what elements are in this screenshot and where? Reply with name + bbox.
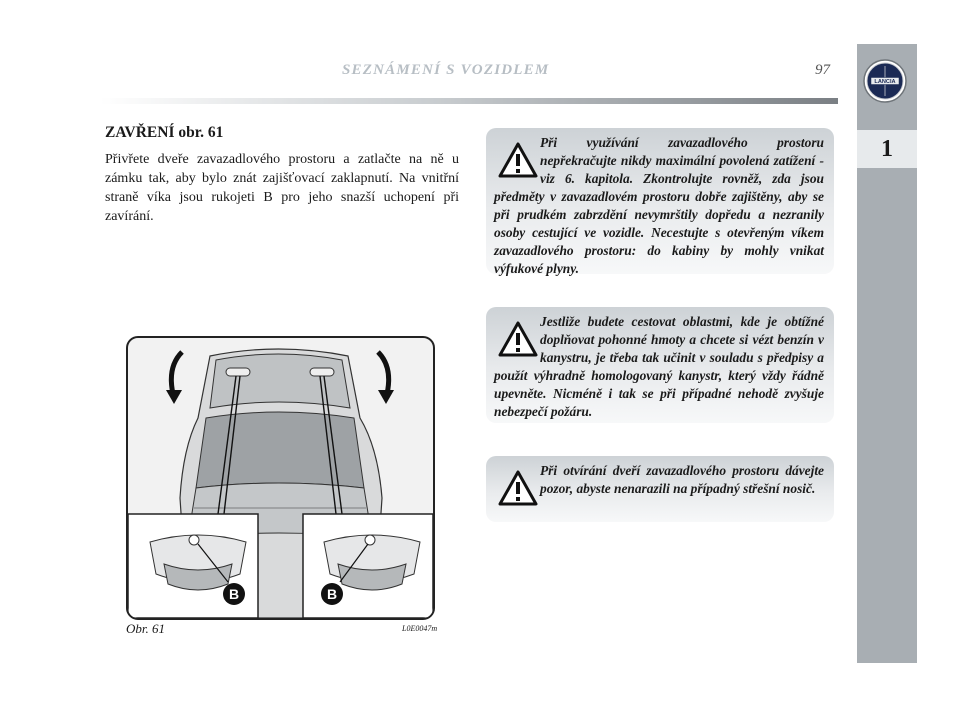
logo-text: LANCIA: [874, 79, 896, 85]
figure-caption: Obr. 61: [126, 621, 166, 636]
warning-box: [486, 128, 834, 274]
running-header: SEZNÁMENÍ S VOZIDLEM: [342, 62, 550, 78]
figure-code: L0E0047m: [402, 624, 438, 633]
warning-box: [486, 456, 834, 522]
callout-b-left: B: [228, 586, 240, 602]
page-number: 97: [815, 62, 830, 78]
chapter-number: 1: [857, 130, 917, 168]
warning-text: Při otvírání dveří zavazadlového prostoru dávejte pozor, abyste nenarazili na případný střešní nosič.: [540, 463, 824, 496]
warning-text: Jestliže budete cestovat oblastmi, kde je obtížné doplňovat pohonné hmoty a chcete si vézt benzín v kanystru, je třeba tak učinit v souladu s předpisy a použít výhradně homologovaný kanystr, který vždy řádně upevněte. Nicméně i tak se při případné nehodě zvyšuje nebezpečí požáru.: [494, 314, 824, 419]
callout-b-right: B: [326, 586, 338, 602]
figure-61: [126, 336, 435, 620]
warning-text: Při využívání zavazadlového prostoru nepřekračujte nikdy maximální povolená zatížení - viz 6. kapitola. Zkontrolujte rovněž, zda jsou předměty v zavazadlovém prostoru dobře zajištěny, aby se při prudkém zabrzdění nevymrštily dopředu a nezranily osoby cestující ve vozidle. Necestujte s otevřeným víkem zavazadlového prostoru: do kabiny by mohly vnikat výfukové plyny.: [494, 135, 824, 276]
section-heading: ZAVŘENÍ obr. 61: [105, 124, 224, 141]
lancia-logo-icon: [862, 58, 908, 104]
warning-box: [486, 307, 834, 423]
header-rule: [100, 98, 838, 104]
section-body: Přivřete dveře zavazadlového prostoru a zatlačte na ně u zámku tak, aby bylo znát zajišťovací zaklapnutí. Na vnitřní straně víka jsou rukojeti B pro jeho snazší uchopení při zavírání.: [105, 152, 459, 224]
trunk-illustration: [128, 338, 433, 618]
